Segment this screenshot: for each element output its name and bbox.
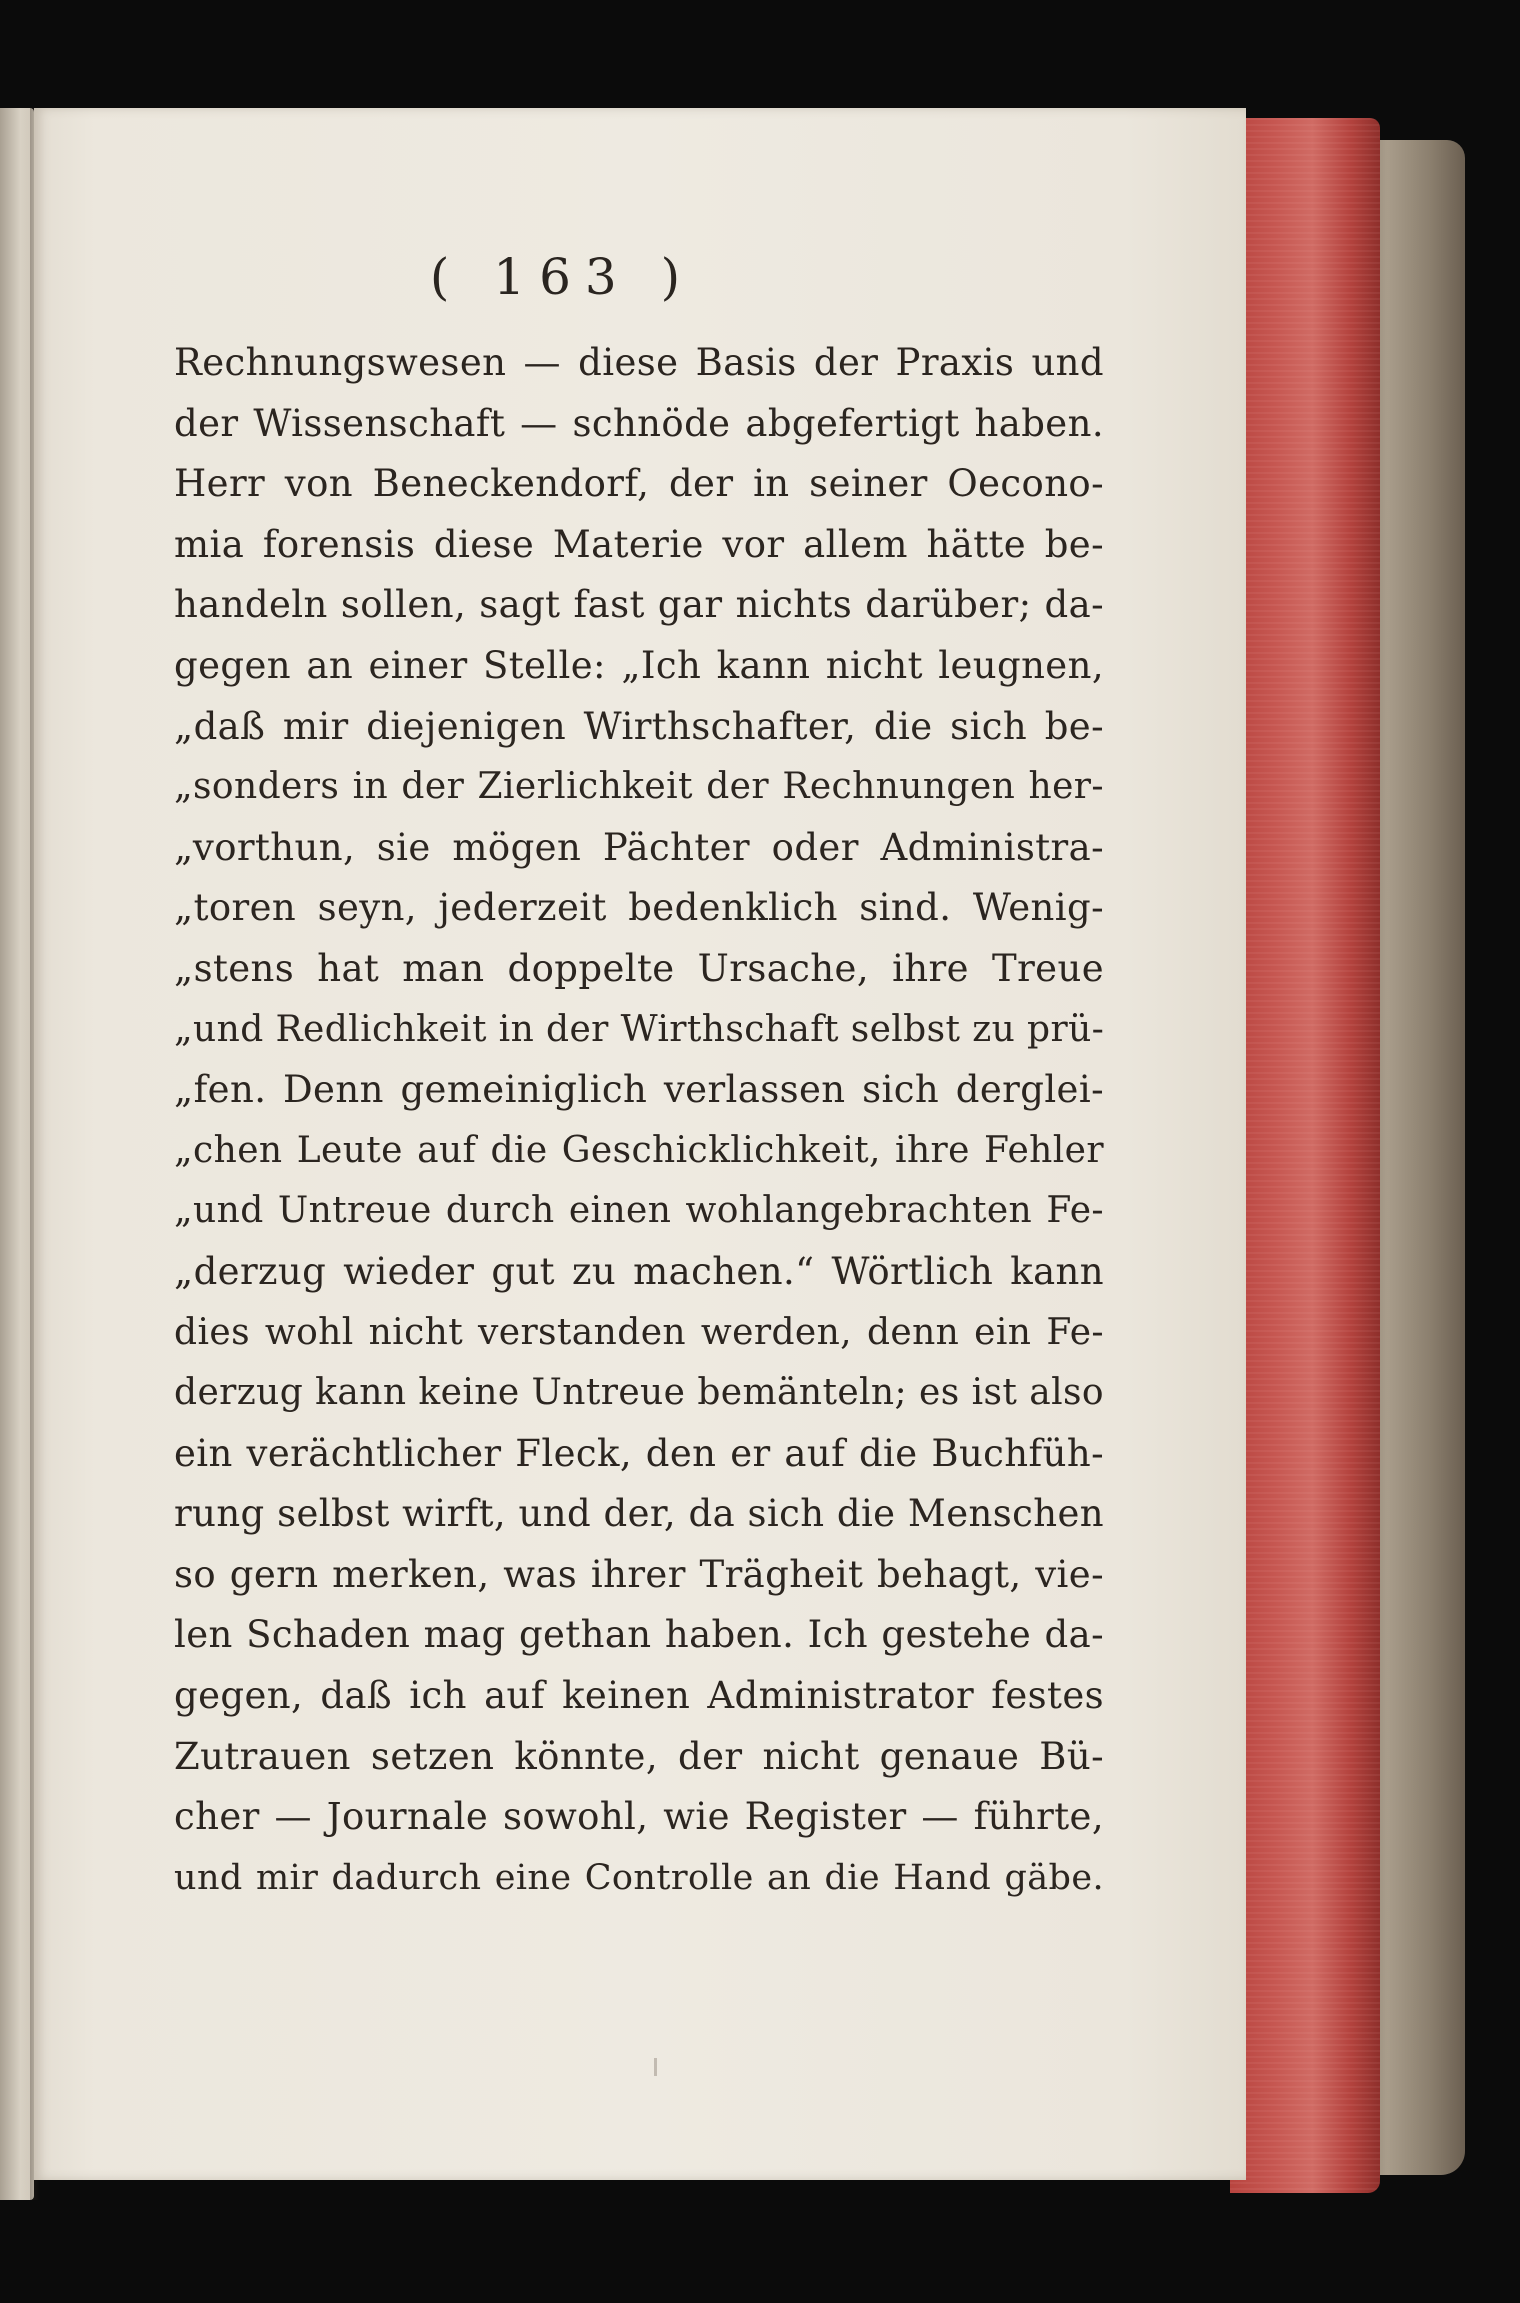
facing-page-edge — [0, 108, 34, 2200]
text-line: gegen, daß ich auf keinen Administrator festes — [174, 1674, 1104, 1718]
text-line: „und Untreue durch einen wohlangebrachten Fe- — [174, 1190, 1104, 1232]
text-line: „daß mir diejenigen Wirthschafter, die sich be- — [174, 704, 1104, 748]
text-line: „vorthun, sie mögen Pächter oder Administra- — [174, 825, 1104, 869]
text-line: „derzug wieder gut zu machen.“ Wörtlich kann — [174, 1249, 1104, 1293]
text-line: so gern merken, was ihrer Trägheit behagt, vie- — [174, 1552, 1104, 1596]
page-number: ( 163 ) — [429, 248, 695, 306]
text-line: derzug kann keine Untreue bemänteln; es ist also — [174, 1372, 1104, 1414]
text-line: „toren seyn, jederzeit bedenklich sind. Wenig- — [174, 886, 1104, 930]
text-line: handeln sollen, sagt fast gar nichts darüber; da- — [174, 583, 1104, 627]
text-line: Zutrauen setzen könnte, der nicht genaue Bü- — [174, 1734, 1104, 1778]
text-line: dies wohl nicht verstanden werden, denn ein Fe- — [174, 1311, 1104, 1353]
text-line: „chen Leute auf die Geschicklichkeit, ihre Fehler — [174, 1129, 1104, 1171]
text-line: und mir dadurch eine Controlle an die Hand gäbe. — [174, 1857, 1104, 1898]
text-line: rung selbst wirft, und der, da sich die Menschen — [174, 1492, 1104, 1536]
text-line: mia forensis diese Materie vor allem hätte be- — [174, 522, 1104, 566]
page-text — [174, 333, 1104, 1908]
text-line: gegen an einer Stelle: „Ich kann nicht leugnen, — [174, 643, 1104, 687]
text-line: ein verächtlicher Fleck, den er auf die Buchfüh- — [174, 1431, 1104, 1475]
text-line: „stens hat man doppelte Ursache, ihre Treue — [174, 946, 1104, 990]
text-line: „und Redlichkeit in der Wirthschaft selbst zu prü- — [174, 1008, 1105, 1050]
text-line: cher — Journale sowohl, wie Register — führte, — [174, 1795, 1104, 1839]
text-line: Herr von Beneckendorf, der in seiner Oecono- — [174, 462, 1104, 506]
red-page-edges — [1230, 118, 1380, 2193]
text-line: der Wissenschaft — schnöde abgefertigt haben. — [174, 401, 1104, 445]
paper-mark — [654, 2058, 657, 2076]
text-line: len Schaden mag gethan haben. Ich gestehe da- — [174, 1613, 1104, 1657]
text-line: Rechnungswesen — diese Basis der Praxis und — [174, 341, 1104, 384]
text-line: „fen. Denn gemeiniglich verlassen sich derglei- — [174, 1068, 1104, 1112]
text-line: „sonders in der Zierlichkeit der Rechnungen her- — [174, 766, 1104, 808]
book-page — [34, 108, 1246, 2180]
